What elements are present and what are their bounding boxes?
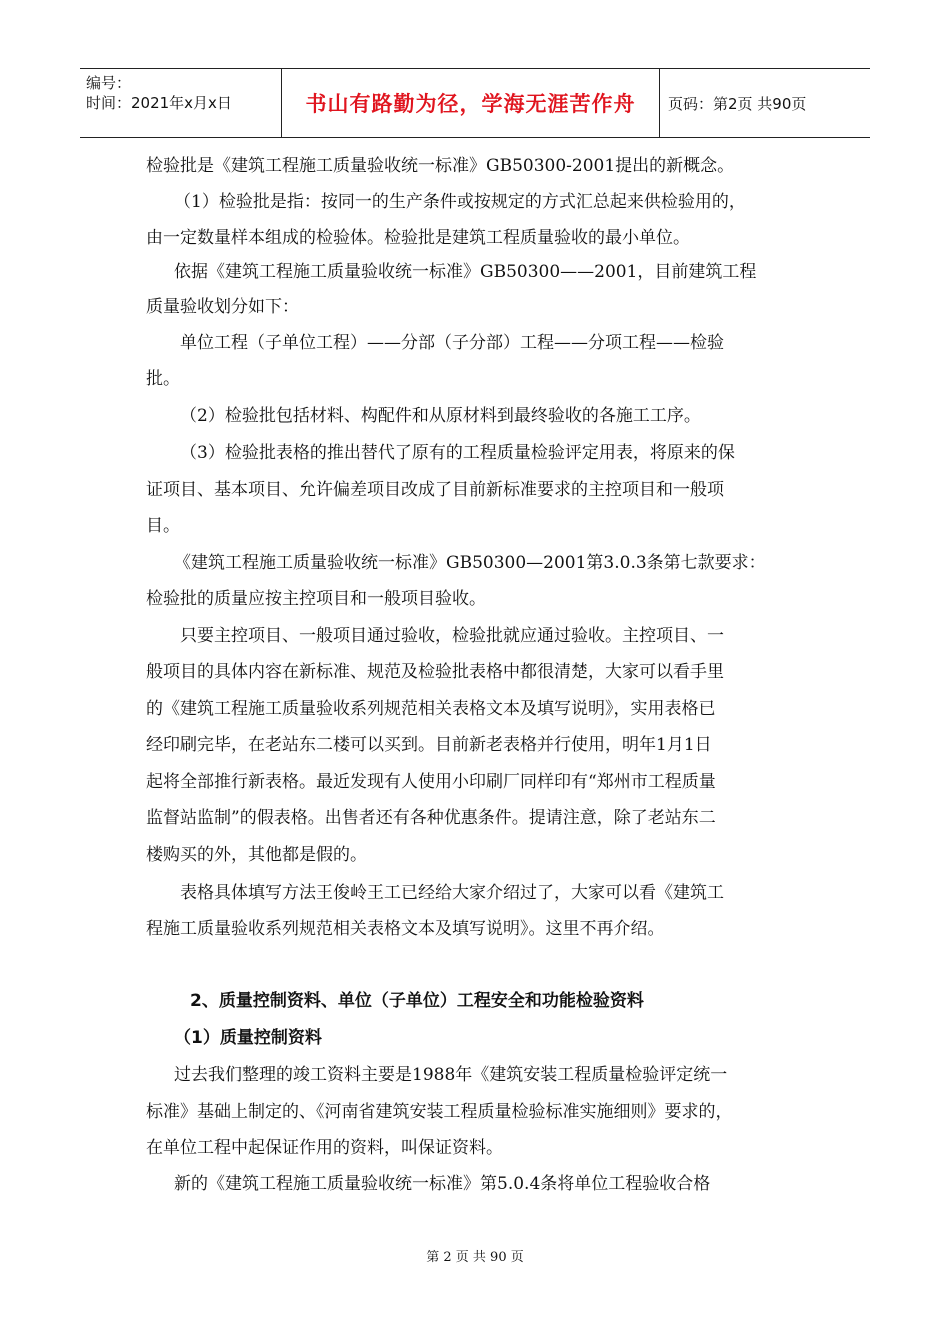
body-line: 单位工程（子单位工程）——分部（子分部）工程——分项工程——检验 — [180, 333, 724, 353]
body-line: 检验批的质量应按主控项目和一般项目验收。 — [146, 589, 486, 609]
body-line: 起将全部推行新表格。最近发现有人使用小印刷厂同样印有“郑州市工程质量 — [146, 772, 716, 792]
body-line: 由一定数量样本组成的检验体。检验批是建筑工程质量验收的最小单位。 — [146, 228, 690, 248]
body-line: 证项目、基本项目、允许偏差项目改成了目前新标准要求的主控项目和一般项 — [146, 480, 724, 500]
body-line: 只要主控项目、一般项目通过验收，检验批就应通过验收。主控项目、一 — [180, 626, 724, 646]
code-label: 编号： — [86, 74, 132, 92]
body-line: 的《建筑工程施工质量验收系列规范相关表格文本及填写说明》，实用表格已 — [146, 699, 716, 719]
header-meta — [80, 69, 282, 137]
body-line: 监督站监制”的假表格。出售者还有各种优惠条件。提请注意，除了老站东二 — [146, 808, 716, 828]
body-line: 过去我们整理的竣工资料主要是1988年《建筑安装工程质量检验评定统一 — [174, 1065, 728, 1085]
body-line: 楼购买的外，其他都是假的。 — [146, 845, 367, 865]
motto-text: 书山有路勤为径，学海无涯苦作舟 — [305, 92, 636, 116]
body-line: 经印刷完毕，在老站东二楼可以买到。目前新老表格并行使用，明年1月1日 — [146, 735, 712, 755]
body-line: 质量验收划分如下： — [146, 297, 299, 317]
body-line: 般项目的具体内容在新标准、规范及检验批表格中都很清楚，大家可以看手里 — [146, 662, 724, 682]
body-line: （3）检验批表格的推出替代了原有的工程质量检验评定用表，将原来的保 — [180, 443, 735, 463]
body-line: （2）检验批包括材料、构配件和从原材料到最终验收的各施工工序。 — [180, 406, 701, 426]
body-line: 在单位工程中起保证作用的资料，叫保证资料。 — [146, 1138, 503, 1158]
body-line: （1）质量控制资料 — [174, 1028, 322, 1048]
body-line: 新的《建筑工程施工质量验收统一标准》第5.0.4条将单位工程验收合格 — [174, 1174, 711, 1194]
body-line: 表格具体填写方法王俊岭王工已经给大家介绍过了，大家可以看《建筑工 — [180, 883, 724, 903]
body-line: 标准》基础上制定的、《河南省建筑安装工程质量检验标准实施细则》要求的， — [146, 1102, 733, 1122]
body-line: 目。 — [146, 516, 180, 536]
body-line: 检验批是《建筑工程施工质量验收统一标准》GB50300-2001提出的新概念。 — [146, 156, 735, 176]
document-header — [80, 68, 870, 138]
page-footer: 第 2 页 共 90 页 — [426, 1250, 524, 1265]
header-page-cell — [660, 69, 870, 137]
body-line: 2、质量控制资料、单位（子单位）工程安全和功能检验资料 — [190, 991, 644, 1011]
page-number-label: 页码：第2页 共90页 — [668, 94, 807, 113]
date-label: 时间：2021年x月x日 — [86, 94, 232, 112]
body-line: 程施工质量验收系列规范相关表格文本及填写说明》。这里不再介绍。 — [146, 919, 665, 939]
body-line: （1）检验批是指：按同一的生产条件或按规定的方式汇总起来供检验用的， — [174, 192, 746, 212]
header-motto-cell — [282, 69, 660, 137]
body-line: 《建筑工程施工质量验收统一标准》GB50300—2001第3.0.3条第七款要求： — [174, 553, 766, 573]
body-line: 批。 — [146, 369, 180, 389]
body-line: 依据《建筑工程施工质量验收统一标准》GB50300——2001，目前建筑工程 — [174, 262, 757, 282]
